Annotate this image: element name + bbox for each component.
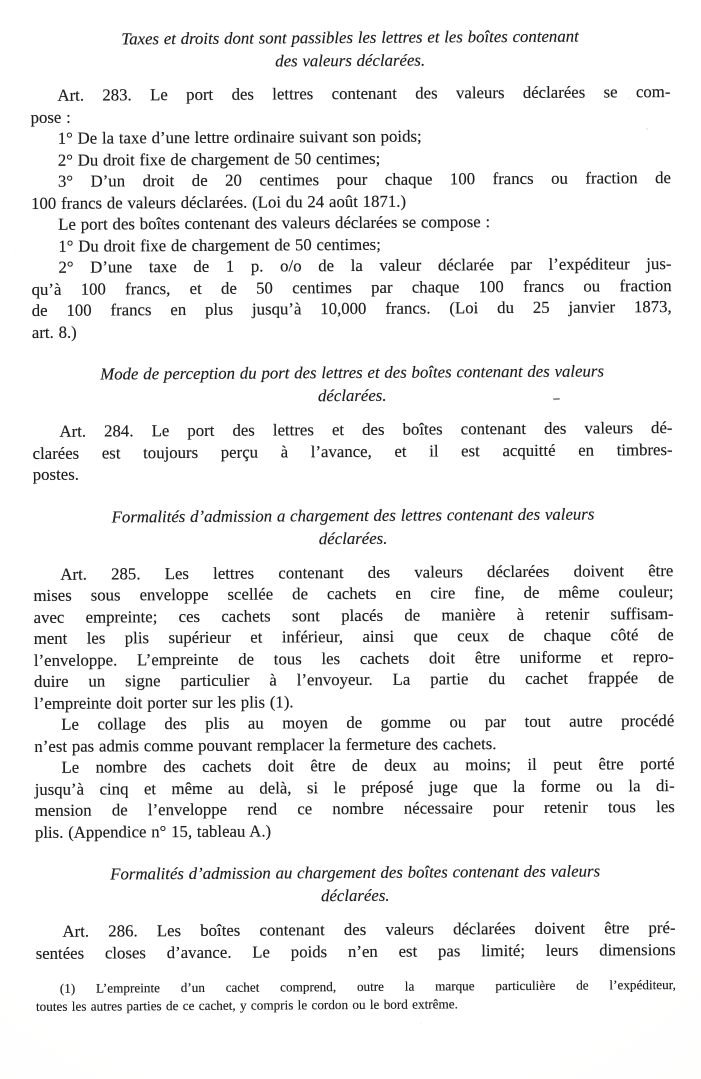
heading-line: Taxes et droits dont sont passibles les lettres et les boîtes contenant — [121, 26, 579, 49]
art-286 — [35, 917, 675, 964]
heading-line: Formalités d’admission au chargement des boîtes contenant des valeurs — [110, 861, 601, 884]
paragraph-line: pose : — [30, 107, 71, 127]
paragraph-line: postes. — [32, 464, 79, 484]
document-body — [30, 24, 676, 1016]
paragraph-line: Art. 283. Le port des lettres contenant des valeurs déclarées se com- — [57, 82, 671, 105]
paragraph-line: n’est pas admis comme pouvant remplacer la fermeture des cachets. — [34, 733, 497, 756]
paragraph-line: plis. (Appendice n° 15, tableau A.) — [34, 820, 272, 842]
paragraph-line: l’empreinte doit porter sur les plis (1). — [34, 691, 294, 713]
heading-formalites-boites — [35, 859, 675, 909]
paragraph-line: 100 francs de valeurs déclarées. (Loi du 24 août 1871.) — [31, 191, 407, 213]
heading-line: Formalités d’admission a chargement des lettres contenant des valeurs — [111, 504, 595, 526]
paragraph-line: Le nombre des cachets doit être de deux au moins; il peut être porté — [61, 754, 675, 777]
paragraph-line: Le collage des plis au moyen de gomme ou par tout autre procédé — [61, 711, 675, 734]
paragraph-line: mension de l’enveloppe rend ce nombre nécessaire pour retenir tous les — [34, 797, 675, 820]
footnote-line: (1) L’empreinte d’un cachet comprend, outre la marque particulière de l’expéditeur, — [59, 977, 676, 996]
art-283-item-3 — [31, 167, 671, 214]
paragraph-line: 2° D’une taxe de 1 p. o/o de la valeur déclarée par l’expéditeur jus- — [58, 254, 672, 277]
paragraph-line: Art. 284. Le port des lettres et des boîtes contenant des valeurs dé- — [59, 418, 673, 441]
paragraph-line: ment les plis supérieur et inférieur, ainsi que ceux de chaque côté de — [33, 625, 674, 648]
heading-formalites-lettres — [33, 502, 673, 552]
art-285-nombre-cachets — [34, 753, 675, 843]
heading-line: déclarées. — [321, 885, 390, 906]
paragraph-line: avec empreinte; ces cachets sont placés de manière à retenir suffisam- — [33, 603, 674, 627]
paragraph-line: sentées closes d’avance. Le poids n’en est pas limité; leurs dimensions — [35, 939, 676, 963]
art-284 — [32, 417, 672, 485]
heading-line: Mode de perception du port des lettres et des boîtes contenant des valeurs — [100, 361, 605, 384]
paragraph-line: de 100 francs en plus jusqu’à 10,000 francs. (Loi du 25 janvier 1873, — [31, 297, 672, 320]
paragraph-line: Art. 285. Les lettres contenant des valeurs déclarées doivent être — [60, 560, 674, 584]
footnote-1 — [36, 976, 676, 1016]
paragraph-line: 3° D’un droit de 20 centimes pour chaque 100 francs ou fraction de — [57, 168, 671, 191]
paragraph-line: clarées est toujours perçu à l’avance, et il est acquitté en timbres- — [32, 439, 673, 463]
heading-taxes-et-droits — [30, 24, 670, 74]
paragraph-line: art. 8.) — [31, 322, 77, 342]
heading-mode-de-perception — [32, 359, 672, 409]
paragraph-line: qu’à 100 francs, et de 50 centimes par chaque 100 francs ou fraction — [31, 275, 672, 299]
heading-line: déclarées. — [318, 528, 388, 548]
art-283-intro — [30, 81, 670, 128]
art-285-collage — [34, 710, 674, 757]
footnote-line: toutes les autres parties de ce cachet, y compris le cordon ou le bord extrême. — [35, 996, 458, 1014]
paragraph-line: Le port des boîtes contenant des valeurs déclarées se compose : — [58, 212, 491, 234]
port-boites-item-2 — [31, 253, 672, 343]
paragraph-line: duire un signe particulier à l’envoyeur. La partie du cachet frappée de — [33, 668, 675, 691]
paragraph-line: jusqu’à cinq et même au delà, si le préposé juge que la forme ou la di- — [34, 775, 675, 799]
art-285 — [33, 560, 674, 714]
heading-line: des valeurs déclarées. — [275, 50, 426, 71]
paragraph-line: l’enveloppe. L’empreinte de tous les cachets doit être uniforme et repro- — [33, 646, 674, 670]
paragraph-line: 1° Du droit fixe de chargement de 50 centimes; — [58, 234, 381, 256]
paragraph-line: 1° De la taxe d’une lettre ordinaire suivant son poids; — [57, 126, 422, 148]
heading-line: déclarées. — [317, 385, 387, 406]
paragraph-line: 2° Du droit fixe de chargement de 50 centimes; — [57, 148, 381, 170]
paragraph-line: mises sous enveloppe scellée de cachets en cire fine, de même couleur; — [33, 582, 674, 605]
paragraph-line: Art. 286. Les boîtes contenant des valeurs déclarées doivent être pré- — [62, 918, 676, 941]
